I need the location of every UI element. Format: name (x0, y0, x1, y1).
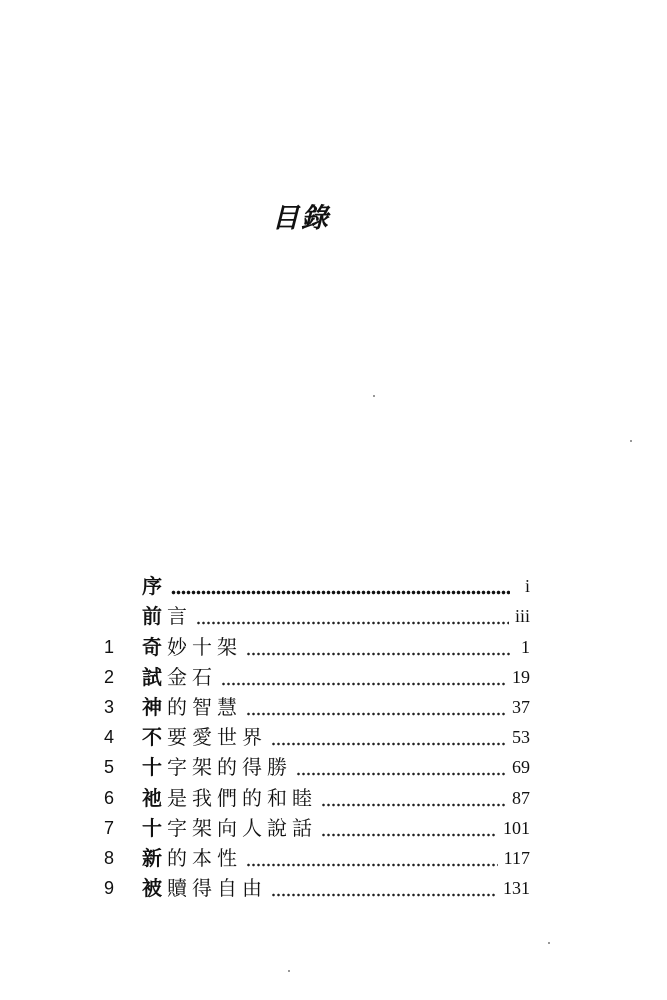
toc-entry-number: 5 (104, 757, 115, 778)
table-of-contents (100, 567, 530, 899)
toc-entry-foreword[interactable] (100, 597, 530, 627)
dot-leader (221, 681, 506, 687)
toc-entry-number: 2 (104, 666, 115, 687)
toc-entry-page: 87 (512, 787, 530, 808)
dot-leader (246, 711, 506, 717)
toc-entry-number: 4 (104, 727, 115, 748)
toc-entry-page: 69 (512, 757, 530, 778)
toc-entry-title: 奇妙十架 (142, 634, 242, 659)
toc-entry-chapter-5[interactable] (100, 748, 530, 778)
toc-entry-title: 前言 (142, 604, 192, 629)
toc-entry-chapter-3[interactable] (100, 688, 530, 718)
dot-leader (246, 862, 498, 868)
toc-entry-number: 6 (104, 787, 115, 808)
toc-entry-chapter-6[interactable] (100, 778, 530, 808)
toc-entry-number: 3 (104, 696, 115, 717)
toc-entry-title: 序 (142, 574, 167, 599)
toc-entry-number: 9 (104, 878, 115, 899)
scan-speck (630, 440, 632, 442)
toc-entry-page: 19 (512, 666, 530, 687)
toc-entry-page: 37 (512, 696, 530, 717)
toc-entry-title: 十字架向人說話 (142, 815, 317, 840)
toc-entry-page: 131 (503, 878, 530, 899)
toc-entry-title: 試金石 (142, 664, 217, 689)
toc-entry-title: 神的智慧 (142, 694, 242, 719)
scan-speck (288, 970, 290, 972)
toc-entry-number: 1 (104, 636, 115, 657)
dot-leader (321, 832, 497, 838)
toc-entry-chapter-2[interactable] (100, 658, 530, 688)
toc-entry-page: 117 (503, 847, 530, 868)
scan-speck (373, 395, 375, 397)
toc-entry-title: 祂是我們的和睦 (142, 785, 317, 810)
toc-entry-page: iii (514, 606, 530, 627)
toc-entry-chapter-8[interactable] (100, 839, 530, 869)
toc-entry-page: 53 (512, 727, 530, 748)
toc-entry-number: 7 (104, 817, 115, 838)
scan-speck (548, 942, 550, 944)
toc-entry-title: 被贖得自由 (142, 876, 267, 901)
dot-leader (246, 651, 510, 657)
toc-entry-chapter-9[interactable] (100, 869, 530, 899)
toc-entry-page: 1 (521, 636, 530, 657)
dot-leader (171, 589, 510, 596)
dot-leader (271, 741, 506, 747)
toc-entry-chapter-7[interactable] (100, 809, 530, 839)
toc-entry-title: 新的本性 (142, 845, 242, 870)
toc-entry-page: 101 (503, 817, 530, 838)
toc-entry-chapter-4[interactable] (100, 718, 530, 748)
toc-entry-number: 8 (104, 847, 115, 868)
toc-entry-title: 不要愛世界 (142, 725, 267, 750)
dot-leader (321, 802, 506, 808)
page-title: 目錄 (272, 203, 330, 234)
toc-entry-chapter-1[interactable] (100, 627, 530, 657)
toc-entry-preface[interactable] (100, 567, 530, 597)
toc-entry-title: 十字架的得勝 (142, 755, 292, 780)
dot-leader (296, 771, 506, 777)
dot-leader (271, 892, 497, 898)
dot-leader (196, 620, 509, 626)
toc-entry-page: i (524, 576, 530, 597)
